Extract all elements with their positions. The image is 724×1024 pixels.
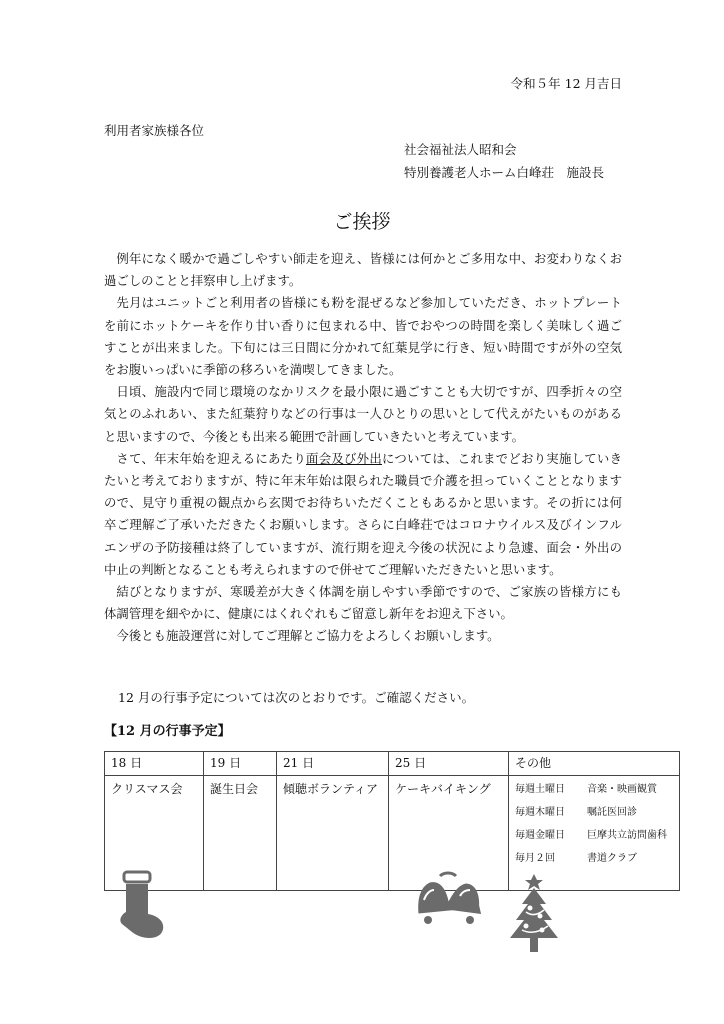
christmas-stocking-icon [112, 870, 170, 942]
schedule-header-row [105, 752, 680, 776]
schedule-notice: 12 月の行事予定については次のとおりです。ご確認ください。 [118, 690, 475, 705]
sender-name: 特別養護老人ホーム白峰荘 施設長 [404, 165, 605, 180]
letter-body [104, 248, 622, 648]
other-day: 毎月２回 [515, 853, 555, 864]
event-18: クリスマス会 [105, 776, 204, 891]
other-day: 毎週金曜日 [515, 830, 565, 841]
other-day: 毎週土曜日 [515, 784, 565, 795]
letter-date: 令和５年 12 月吉日 [510, 76, 622, 91]
header-21: 21 日 [277, 752, 389, 776]
body-paragraph-5: 結びとなりますが、寒暖差が大きく体調を崩しやすい季節ですので、ご家族の皆様方にも体調管理を細やかに、健康にはくれぐれもご留意し新年をお迎え下さい。 [104, 584, 622, 622]
body-paragraph-2: 先月はユニットごと利用者の皆様にも粉を混ぜるなど参加していただき、ホットプレートを前にホットケーキを作り甘い香りに包まれる中、皆でおやつの時間を楽しく美味しく過ごすことが出来ました。下旬には三日間に分かれて紅葉見学に行き、短い時間ですが外の空気をお腹いっぱいに季節の移ろいを満喫してきました。 [104, 295, 622, 378]
other-event: 巨摩共立訪問歯科 [587, 830, 667, 841]
header-other: その他 [509, 752, 680, 776]
event-19: 誕生日会 [204, 776, 277, 891]
other-event: 書道クラブ [587, 853, 637, 864]
event-25: ケーキバイキング [389, 776, 509, 891]
visit-outing-emphasis: 面会及び外出 [306, 450, 382, 466]
paragraph-4-rest: については、これまでどおり実施していきたいと考えておりますが、特に年末年始は限られた職員で介護を担っていくこととなりますので、見守り重視の観点から玄関でお待ちいただくこともあるかと思います。その折には何卒ご理解ご了承いただきたくお願いします。さらに白峰荘ではコロナウイルス及びインフルエンザの予防接種は終了していますが、流行期を迎え今後の状況により急遽、面会・外出の中止の判断となることも考えられますので併せてご理解いただきたいと思います。 [104, 450, 622, 577]
other-event: 嘱託医回診 [587, 807, 637, 818]
list-item [515, 847, 673, 870]
paragraph-4-lead: さて、年末年始を迎えるにあたり [116, 450, 307, 466]
list-item [515, 801, 673, 824]
body-paragraph-1: 例年になく暖かで過ごしやすい師走を迎え、皆様には何かとご多用な中、お変わりなくお過ごしのことと拝察申し上げます。 [104, 251, 622, 289]
organization-name: 社会福祉法人昭和会 [404, 142, 517, 157]
header-25: 25 日 [389, 752, 509, 776]
other-events-list [515, 778, 673, 870]
other-day: 毎週木曜日 [515, 807, 565, 818]
header-19: 19 日 [204, 752, 277, 776]
other-event: 音楽・映画観賞 [587, 784, 657, 795]
christmas-tree-icon [504, 872, 564, 956]
body-paragraph-6: 今後とも施設運営に対してご理解とご協力をよろしくお願いします。 [116, 628, 500, 644]
list-item [515, 824, 673, 847]
body-paragraph-4 [104, 448, 622, 581]
recipient-line: 利用者家族様各位 [104, 123, 205, 138]
schedule-event-row [105, 776, 680, 891]
event-21: 傾聴ボランティア [277, 776, 389, 891]
schedule-title: 【12 月の行事予定】 [104, 724, 231, 739]
christmas-bells-icon [410, 870, 486, 930]
list-item [515, 778, 673, 801]
body-paragraph-3: 日頃、施設内で同じ環境のなかリスクを最小限に過ごすことも大切ですが、四季折々の空気とのふれあい、また紅葉狩りなどの行事は一人ひとりの思いとして代えがたいものがあると思いますので、今後とも出来る範囲で計画していきたいと考えています。 [104, 384, 622, 444]
schedule-table [104, 751, 680, 891]
letter-title: ご挨拶 [333, 211, 391, 233]
header-18: 18 日 [105, 752, 204, 776]
